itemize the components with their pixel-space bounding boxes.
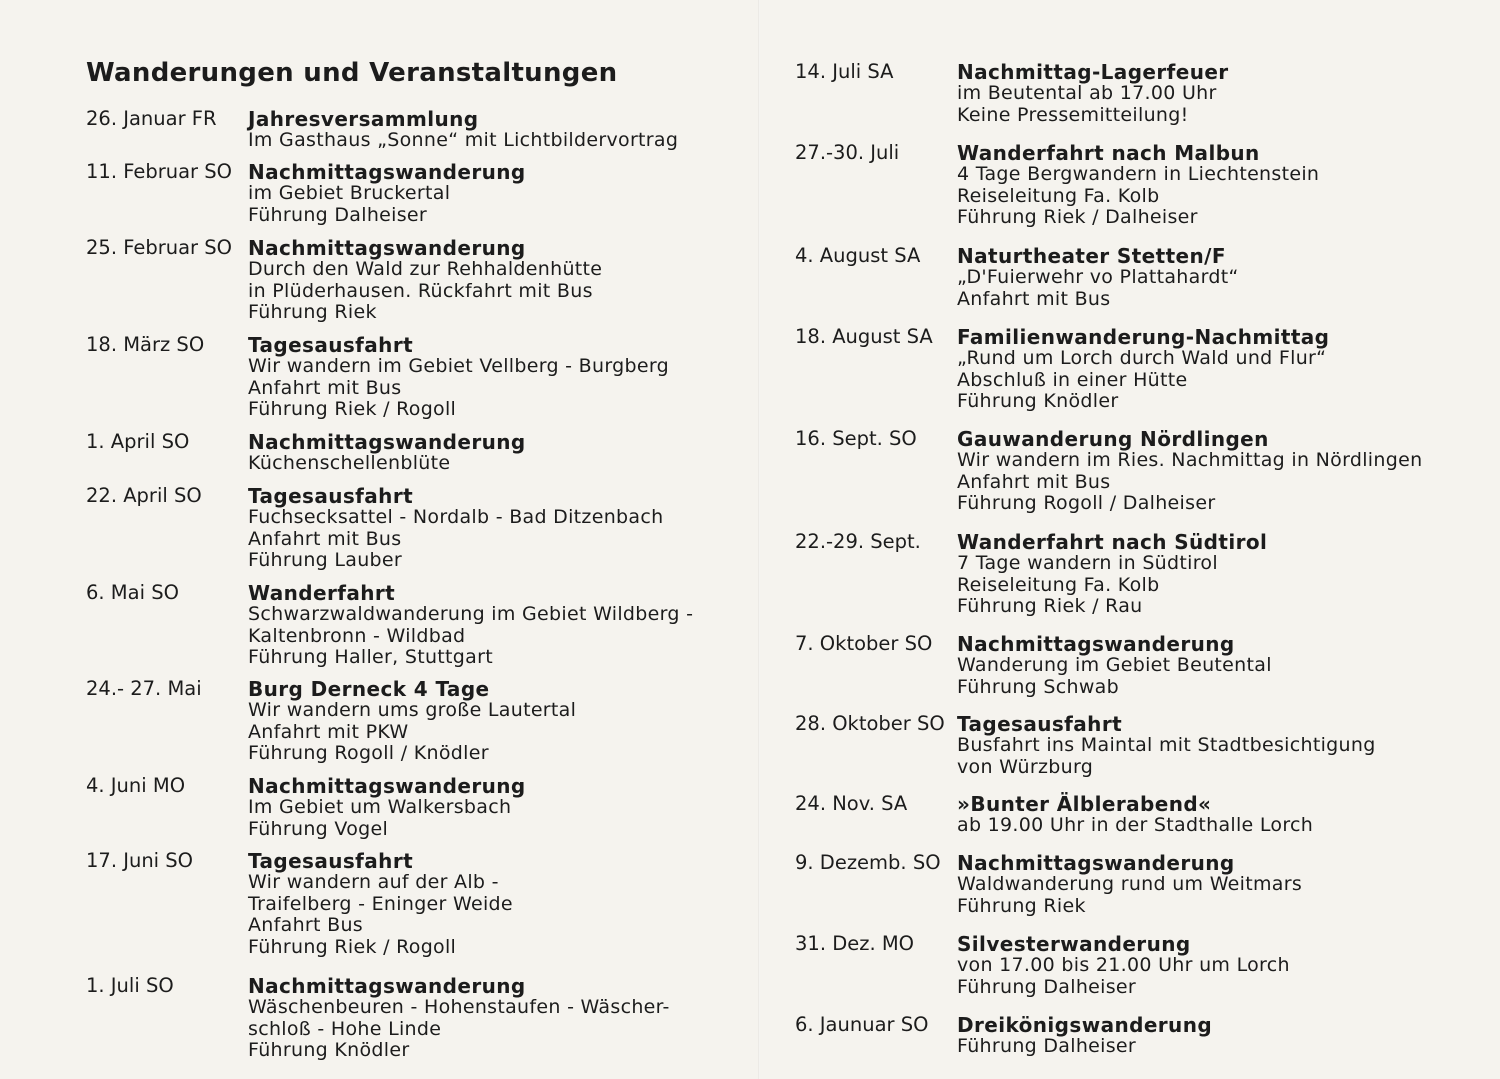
event-detail-line: Führung Rogoll / Knödler bbox=[248, 742, 489, 764]
event-date: 24. Nov. SA bbox=[795, 792, 908, 815]
event-detail-line: Wir wandern auf der Alb - bbox=[248, 871, 499, 893]
event-title: Nachmittagswanderung bbox=[248, 974, 526, 998]
event-details bbox=[957, 142, 1319, 229]
event-detail-line: Reiseleitung Fa. Kolb bbox=[957, 184, 1160, 207]
event-details bbox=[957, 713, 1376, 778]
event-detail-line: Keine Pressemitteilung! bbox=[957, 103, 1189, 126]
event-date: 4. Juni MO bbox=[86, 774, 186, 797]
event-date: 26. Januar FR bbox=[86, 107, 217, 130]
event-detail-line: Führung Riek / Rau bbox=[957, 595, 1143, 617]
event-detail-line: Führung Riek bbox=[957, 894, 1086, 917]
event-title: Dreikönigswanderung bbox=[957, 1013, 1213, 1037]
event-details bbox=[248, 485, 663, 572]
event-title: Tagesausfahrt bbox=[957, 712, 1123, 736]
event-date: 4. August SA bbox=[795, 244, 921, 267]
event-detail-line: Fuchsecksattel - Nordalb - Bad Ditzenbach bbox=[248, 506, 664, 528]
event-detail-line: Führung Riek / Rogoll bbox=[248, 935, 457, 958]
event-details bbox=[248, 850, 513, 958]
event-detail-line: Wir wandern im Gebiet Vellberg - Burgberg bbox=[248, 355, 669, 377]
event-title: Wanderfahrt nach Malbun bbox=[957, 141, 1260, 165]
event-detail-line: im Gebiet Bruckertal bbox=[248, 182, 451, 204]
event-title: Naturtheater Stetten/F bbox=[957, 244, 1226, 268]
event-title: Nachmittagswanderung bbox=[248, 160, 526, 184]
event-detail-line: Führung Riek bbox=[248, 301, 377, 323]
event-detail-line: Führung Vogel bbox=[248, 817, 389, 840]
event-details bbox=[248, 678, 576, 765]
event-detail-line: Anfahrt mit Bus bbox=[957, 470, 1111, 493]
event-date: 18. März SO bbox=[86, 333, 205, 356]
event-detail-line: ab 19.00 Uhr in der Stadthalle Lorch bbox=[957, 814, 1314, 836]
event-details bbox=[248, 161, 526, 226]
event-detail-line: Anfahrt mit Bus bbox=[248, 527, 402, 550]
event-details bbox=[248, 775, 526, 840]
event-detail-line: Führung Dalheiser bbox=[248, 203, 428, 226]
event-detail-line: Führung Dalheiser bbox=[957, 975, 1137, 998]
page-title: Wanderungen und Veranstaltungen bbox=[86, 58, 618, 88]
event-title: Familienwanderung-Nachmittag bbox=[957, 325, 1330, 349]
event-date: 22.-29. Sept. bbox=[795, 530, 921, 553]
event-detail-line: Führung Riek / Dalheiser bbox=[957, 206, 1198, 228]
event-title: Nachmittagswanderung bbox=[957, 632, 1235, 656]
event-detail-line: Kaltenbronn - Wildbad bbox=[248, 624, 466, 647]
event-detail-line: Wanderung im Gebiet Beutental bbox=[957, 654, 1272, 676]
event-title: Burg Derneck 4 Tage bbox=[248, 677, 490, 701]
event-details bbox=[957, 61, 1229, 126]
event-detail-line: Im Gasthaus „Sonne“ mit Lichtbildervortrag bbox=[248, 129, 679, 151]
event-details bbox=[248, 431, 526, 475]
event-title: Silvesterwanderung bbox=[957, 932, 1191, 956]
event-details bbox=[248, 582, 693, 669]
event-detail-line: Führung Knödler bbox=[248, 1039, 410, 1061]
event-title: Jahresversammlung bbox=[248, 107, 479, 131]
event-date: 1. April SO bbox=[86, 430, 190, 453]
event-detail-line: im Beutental ab 17.00 Uhr bbox=[957, 82, 1217, 104]
event-detail-line: Führung Dalheiser bbox=[957, 1035, 1137, 1057]
event-detail-line: Anfahrt mit PKW bbox=[248, 720, 409, 743]
event-detail-line: Anfahrt mit Bus bbox=[957, 287, 1111, 310]
event-date: 31. Dez. MO bbox=[795, 932, 915, 955]
event-date: 24.- 27. Mai bbox=[86, 677, 202, 700]
event-detail-line: Führung Lauber bbox=[248, 549, 403, 571]
event-date: 1. Juli SO bbox=[86, 974, 174, 997]
event-detail-line: Schwarzwaldwanderung im Gebiet Wildberg - bbox=[248, 603, 694, 625]
event-date: 6. Jaunuar SO bbox=[795, 1013, 929, 1036]
event-title: Nachmittagswanderung bbox=[248, 236, 526, 260]
event-detail-line: in Plüderhausen. Rückfahrt mit Bus bbox=[248, 279, 593, 302]
event-detail-line: Traifelberg - Eninger Weide bbox=[248, 892, 513, 915]
event-detail-line: 4 Tage Bergwandern in Liechtenstein bbox=[957, 163, 1320, 185]
event-detail-line: Führung Knödler bbox=[957, 390, 1119, 412]
event-details bbox=[957, 428, 1422, 515]
event-details bbox=[957, 933, 1290, 998]
event-title: »Bunter Älblerabend« bbox=[957, 792, 1212, 816]
event-details bbox=[248, 975, 670, 1062]
event-title: Nachmittagswanderung bbox=[957, 851, 1235, 875]
event-detail-line: Führung Rogoll / Dalheiser bbox=[957, 492, 1216, 514]
event-detail-line: Reiseleitung Fa. Kolb bbox=[957, 573, 1160, 596]
event-detail-line: Waldwanderung rund um Weitmars bbox=[957, 873, 1303, 895]
event-detail-line: Wir wandern ums große Lautertal bbox=[248, 699, 577, 721]
event-title: Nachmittag-Lagerfeuer bbox=[957, 60, 1229, 84]
event-detail-line: Durch den Wald zur Rehhaldenhütte bbox=[248, 258, 603, 280]
event-date: 22. April SO bbox=[86, 484, 202, 507]
event-detail-line: 7 Tage wandern in Südtirol bbox=[957, 552, 1218, 574]
event-details bbox=[957, 1014, 1212, 1058]
event-details bbox=[248, 108, 678, 152]
event-detail-line: Anfahrt mit Bus bbox=[248, 376, 402, 399]
event-detail-line: Führung Schwab bbox=[957, 675, 1119, 698]
event-details bbox=[957, 633, 1272, 698]
event-title: Tagesausfahrt bbox=[248, 849, 414, 873]
event-title: Nachmittagswanderung bbox=[248, 774, 526, 798]
event-title: Tagesausfahrt bbox=[248, 484, 414, 508]
event-date: 11. Februar SO bbox=[86, 160, 233, 183]
event-details bbox=[957, 793, 1313, 837]
event-date: 18. August SA bbox=[795, 325, 933, 348]
event-date: 6. Mai SO bbox=[86, 581, 179, 604]
page-fold bbox=[758, 0, 760, 1079]
event-details bbox=[957, 531, 1267, 618]
event-details bbox=[248, 334, 669, 421]
event-detail-line: Anfahrt Bus bbox=[248, 914, 363, 936]
event-details bbox=[957, 326, 1329, 413]
event-detail-line: Führung Riek / Rogoll bbox=[248, 398, 457, 420]
event-detail-line: schloß - Hohe Linde bbox=[248, 1017, 442, 1040]
event-detail-line: „D'Fuierwehr vo Plattahardt“ bbox=[957, 266, 1239, 288]
event-detail-line: Wäschenbeuren - Hohenstaufen - Wäscher- bbox=[248, 996, 670, 1018]
event-detail-line: Führung Haller, Stuttgart bbox=[248, 646, 493, 668]
event-date: 9. Dezemb. SO bbox=[795, 851, 941, 874]
event-title: Wanderfahrt bbox=[248, 581, 396, 605]
event-title: Wanderfahrt nach Südtirol bbox=[957, 530, 1268, 554]
event-date: 25. Februar SO bbox=[86, 236, 233, 259]
event-title: Tagesausfahrt bbox=[248, 333, 414, 357]
event-detail-line: Küchenschellenblüte bbox=[248, 452, 451, 474]
event-date: 27.-30. Juli bbox=[795, 141, 900, 164]
event-detail-line: Wir wandern im Ries. Nachmittag in Nördlingen bbox=[957, 449, 1423, 471]
event-date: 16. Sept. SO bbox=[795, 427, 917, 450]
event-details bbox=[957, 245, 1239, 310]
event-detail-line: „Rund um Lorch durch Wald und Flur“ bbox=[957, 347, 1327, 369]
event-detail-line: Busfahrt ins Maintal mit Stadtbesichtigung bbox=[957, 734, 1376, 756]
event-title: Nachmittagswanderung bbox=[248, 430, 526, 454]
event-detail-line: Abschluß in einer Hütte bbox=[957, 368, 1188, 391]
event-details bbox=[957, 852, 1302, 917]
event-date: 28. Oktober SO bbox=[795, 712, 945, 735]
event-date: 7. Oktober SO bbox=[795, 632, 933, 655]
event-detail-line: von Würzburg bbox=[957, 755, 1094, 778]
event-date: 17. Juni SO bbox=[86, 849, 194, 872]
event-date: 14. Juli SA bbox=[795, 60, 894, 83]
event-title: Gauwanderung Nördlingen bbox=[957, 427, 1269, 451]
event-details bbox=[248, 237, 602, 324]
event-detail-line: von 17.00 bis 21.00 Uhr um Lorch bbox=[957, 954, 1290, 976]
event-detail-line: Im Gebiet um Walkersbach bbox=[248, 796, 512, 818]
